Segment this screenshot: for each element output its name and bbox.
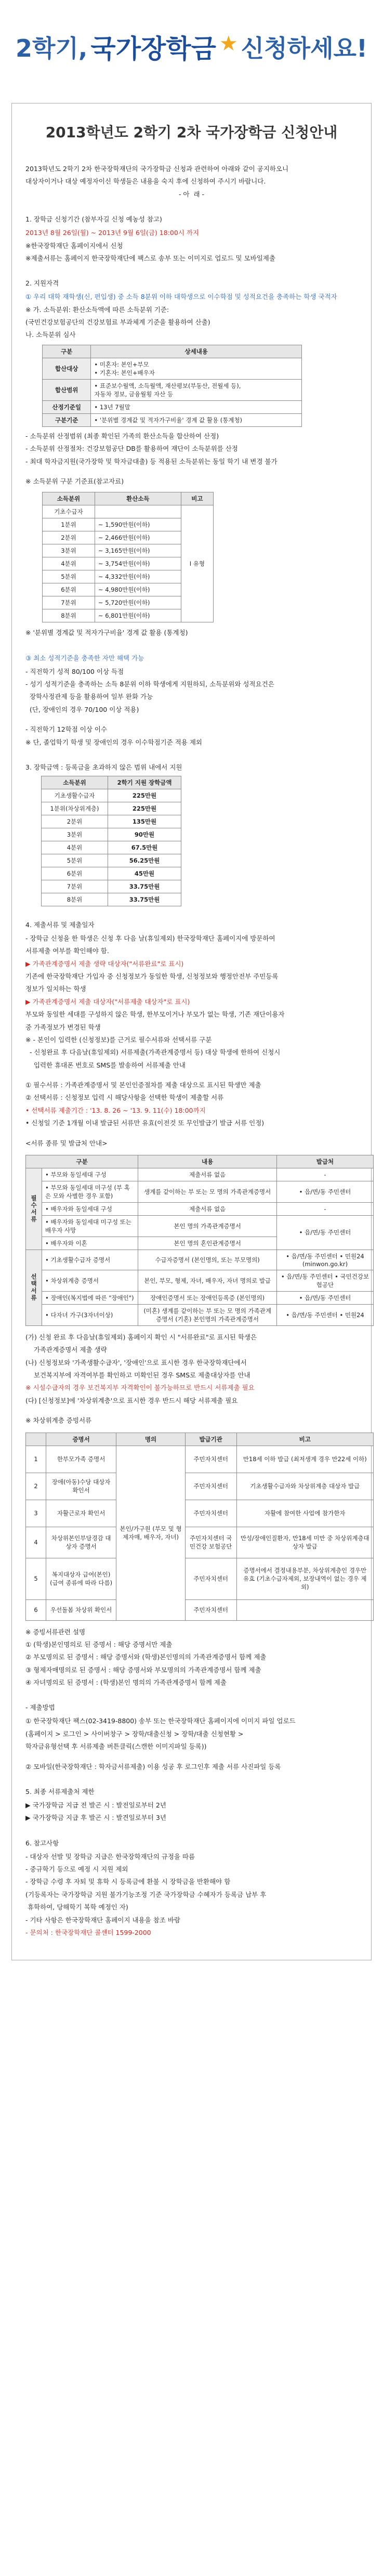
page-title: 2013학년도 2학기 2차 국가장학금 신청안내 (45, 124, 338, 141)
table-row: 2분위 ~ 2,466만원(이하) (43, 531, 214, 544)
table-row: 합산대상 • 미혼자: 본인+부모 • 기혼자: 본인+배우자 (43, 358, 302, 379)
section-heading: 5. 최종 서류제출처 제한 (25, 1787, 95, 1796)
section-heading: 4. 제출서류 및 제출일자 (25, 920, 95, 929)
quals-sub: ※ 가. 소득분위: 환산소득액에 따른 소득분위 기준: (25, 305, 169, 314)
quals-sub: 나. 소득분위 심사 (25, 331, 76, 339)
table-row: 6분위 ~ 4,980만원(이하) (43, 583, 214, 596)
table-row: 4분위 ~ 3,754만원(이하) (43, 557, 214, 570)
table-row: 합산범위 • 표준보수월액, 소득월액, 재산평보(부동산, 전월세 등), 자동차 정보, 금융월횡 자산 등 (43, 379, 302, 400)
calc-note: - 소득분위 산정절차: 건강보험공단 DB를 활용하여 재단이 소득분위를 산정 (25, 445, 238, 453)
table-row: 8분위 33.75만원 (42, 893, 181, 906)
table-row: 5 복지대상자 급여(본인)(급여 종류에 따라 다름) 주민자치센터 증명서에서 결정내용부분, 차상위계층인 경우만 유효 (기초수급자제외, 보장내역이 없는 경우 제외) (26, 1558, 374, 1599)
table-footer: ※ '분위별 경계값 및 적자가구비율' 경계 값 활용 (통계청) (25, 629, 188, 637)
section-heading: 1. 장학금 신청기간 (참부자길 신청 예농성 참고) (25, 215, 162, 224)
table-row: 1 한부모가족 증명서 본인/가구원 (부모 및 형제자매, 배우자, 자녀) 주민자치센터 만18세 이하 발급 (최저생계 경우 만22세 이하) (26, 1446, 374, 1473)
table-row: • 배우자와 동일세대 미구성 또는 배우자 사망 본인 명의 가족관계증명서 • 읍/면/동 주민센터 (26, 1215, 374, 1237)
table-row: 기초수급자 Ⅰ 유형 (43, 505, 214, 518)
poverty-doc-table: 증명서 명의 발급기관 비고 1 한부모가족 증명서 본인/가구원 (부모 및 형제자매, 배우자, 자녀) 주민자치센터 만18세 이하 발급 (최저생계 경우 만22세 이하) 2 장애(아동)수당 대상자 확인서 주민자치센터 기초생활수급자와 차상위계층 대상자 발급 3 자활근로자 확인서 주민자치센터 자활에 참여한 사업에 참가한자 4 차상위본인부담경감 대상자 증명서 주민자치센터 국민건강 보험공단 만성/장애인질환자, 만18세 미만 중 차상위계층대상자 발급 5 복지대상자 급여(본인)(급여 종류에 따라 다름) 주민자치센터 증명서에서 결정내용부분, 차상위계층인 경우만 유효 (기초수급자제외, 보장내역이 없는 경우 제외) 6 우선돌봄 차상위 확인서 주민자치센터 (25, 1433, 374, 1621)
section-heading: 3. 장학금액 : 등록금을 초과하지 않은 범위 내에서 지원 (25, 763, 182, 771)
table-row: 1분위 ~ 1,590만원(이하) (43, 518, 214, 531)
table-row: 4 차상위본인부담경감 대상자 증명서 주민자치센터 국민건강 보험공단 만성/장애인질환자, 만18세 미만 중 차상위계층대상자 발급 (26, 1527, 374, 1558)
table-row: 6분위 45만원 (42, 867, 181, 880)
table-row: • 다자녀 가구(3자녀이상) (미혼) 생계를 같이하는 부 또는 모 명의 가족관계증명서 (기혼) 본인명의 가족관계증명서 • 읍/면/동 주민센터 • 민원24 (26, 1304, 374, 1325)
table-row: • 부모와 동일세대 미구성 (부 혹은 모와 사별한 경우 포함) 생계를 같이하는 부 또는 모 명의 가족관계증명서 • 읍/면/동 주민센터 (26, 1181, 374, 1202)
table-caption: ※ 차상위계층 증빙서류 (25, 1416, 92, 1425)
table-row: 기초생활수급자 225만원 (42, 789, 181, 802)
table-row: • 배우자와 이혼 본인 명의 혼인관계증명서 (26, 1237, 374, 1250)
table-row: 5분위 56.25만원 (42, 854, 181, 867)
table-row: 2 장애(아동)수당 대상자 확인서 주민자치센터 기초생활수급자와 차상위계층 대상자 발급 (26, 1473, 374, 1500)
table-header: 상세내용 (91, 345, 302, 358)
table-row: 1분위(차상위계층) 225만원 (42, 802, 181, 815)
document-type-table: 구분 내용 발급처 필수서류 • 부모와 동일세대 구성 제출서류 없음 - • 부모와 동일세대 미구성 (부 혹은 모와 사별한 경우 포함) 생계를 같이하는 부 또는 모 명의 가족관계증명서 • 읍/면/동 주민센터 • 배우자와 동일세대 구성 제출서류 없음 - • 배우자와 동일세대 미구성 또는 배우자 사망 본인 명의 가족관계증명서 • 읍/면/동 주민센터 • 배우자와 이혼 본인 명의 혼인관계증명서 선택서류 • 기초생활수급자 증명서 수급자증명서 (본인명의, 또는 부모명의) • 읍/면/동 주민센터 • 민원24 (minwon.go.kr) • 차상위계층 증명서 본인, 부모, 형제, 자녀, 배우자, 자녀 명의로 발급 • 읍/면/동 주민센터 • 국민건강보험공단 • 장애인(복지법에 따른 "장애인") 장애인증명서 또는 장애인등록증 (본인명의) • 읍/면/동 주민센터 • 다자녀 가구(3자녀이상) (미혼) 생계를 같이하는 부 또는 모 명의 가족관계증명서 (기혼) 본인명의 가족관계증명서 • 읍/면/동 주민센터 • 민원24 (25, 1155, 374, 1326)
table-row: 7분위 ~ 5,720만원(이하) (43, 596, 214, 609)
contact-line: - 문의처 : 한국장학재단 콜센터 1599-2000 (25, 1928, 151, 1936)
table-row: • 차상위계층 증명서 본인, 부모, 형제, 자녀, 배우자, 자녀 명의로 발급 • 읍/면/동 주민센터 • 국민건강보험공단 (26, 1270, 374, 1291)
table-row: 8분위 ~ 6,801만원(이하) (43, 609, 214, 622)
banner (0, 0, 383, 94)
calc-note: - 최대 학자금지원(국가장학 및 학자금대출) 등 적용된 소득분위는 동일 학기 내 변경 불가 (25, 457, 278, 465)
income-table (42, 345, 302, 427)
period-note: ※제출서류는 홈페이지 한국장학재단에 팩스로 송부 또는 이미지로 업로드 및 모바일제출 (25, 254, 275, 262)
period-date: 2013년 8월 26일(월) ~ 2013년 9월 6일(금) 18:00시 까지 (25, 229, 200, 237)
table-row: 3 자활근로자 확인서 주민자치센터 자활에 참여한 사업에 참가한자 (26, 1500, 374, 1527)
table-row: 7분위 33.75만원 (42, 880, 181, 893)
amount-table: 소득분위 2학기 지원 장학금액 기초생활수급자 225만원 1분위(차상위계층) 225만원 2분위 135만원 3분위 90만원 4분위 67.5만원 5분위 56.25만원 6분위 45만원 7분위 33.75만원 8분위 33.75만원 (41, 776, 181, 906)
table-row: 선택서류 • 기초생활수급자 증명서 수급자증명서 (본인명의, 또는 부모명의) • 읍/면/동 주민센터 • 민원24 (minwon.go.kr) (26, 1250, 374, 1270)
income-bracket-table: 소득분위 환산소득 비고 기초수급자 Ⅰ 유형 1분위 ~ 1,590만원(이하) 2분위 ~ 2,466만원(이하) 3분위 ~ 3,165만원(이하) 4분위 ~ 3,754만원(이하) 5분위 ~ 4,332만원(이하) 6분위 ~ 4,980만원(이하) 7분위 ~ 5,720만원(이하) 8분위 ~ 6,801만원(이하) (42, 492, 214, 622)
intro-line: 2013학년도 2학기 2차 한국장학재단의 국가장학금 신청과 관련하여 아래와 같이 공지하오니 (25, 165, 289, 173)
section-heading: ③ 최소 성적기준을 충족한 자만 해택 가능 (25, 654, 144, 662)
table-row: • 장애인(복지법에 따른 "장애인") 장애인증명서 또는 장애인등록증 (본인명의) • 읍/면/동 주민센터 (26, 1291, 374, 1304)
table-row: 필수서류 • 부모와 동일세대 구성 제출서류 없음 - (26, 1168, 374, 1181)
below-marker: - 아 래 - (178, 190, 205, 198)
intro-line: 대상자이거나 대상 예정자이신 학생들은 내용을 숙지 후에 신청하여 주시기 바랍니다. (25, 177, 266, 186)
section-heading: - 제출방법 (25, 1703, 55, 1712)
section-heading: 2. 지원자격 (25, 279, 59, 288)
table-caption: ※ 소득분위 구분 기준표(참고자료) (25, 477, 124, 485)
quals-sub: ① 우리 대학 재학생(신, 편입생) 중 소득 8분위 이하 대학생으로 이수학점 및 성적요건을 충족하는 학생 국적자 (25, 293, 337, 301)
table-row: 4분위 67.5만원 (42, 841, 181, 854)
quals-sub: (국민건강보험공단의 건강보험료 부과체계 기준을 활용하여 산출) (25, 318, 210, 326)
period-note: ※한국장학재단 홈페이지에서 신청 (25, 241, 123, 250)
banner-suffix: 신청하세요! (241, 34, 367, 62)
banner-prefix: 2학기, (16, 34, 88, 62)
section-heading: 6. 참고사항 (25, 1839, 59, 1847)
table-row: 5분위 ~ 4,332만원(이하) (43, 570, 214, 583)
table-row: 산정기준일 • 13년 7월말 (43, 400, 302, 413)
table-row: 2분위 135만원 (42, 815, 181, 828)
table-row: 3분위 ~ 3,165만원(이하) (43, 544, 214, 557)
notice-body: 2013학년도 2학기 2차 국가장학금 신청안내 2013학년도 2학기 2차 한국장학재단의 국가장학금 신청과 관련하여 아래와 같이 공지하오니 대상자이거나 대상 예정자이신 학생들은 내용을 숙지 후에 신청하여 주시기 바랍니다. - 아 래 - 1. 장학금 신청기간 (참부자길 신청 예농성 참고) 2013년 8월 26일(월) ~ 2013년 9월 6일(금) 18:00시 까지 ※한국장학재단 홈페이지에서 신청 ※제출서류는 홈페이지 한국장학재단에 팩스로 송부 또는 이미지로 업로드 및 모바일제출 2. 지원자격 ① 우리 대학 재학생(신, 편입생) 중 소득 8분위 이하 대학생으로 이수학점 및 성적요건을 충족하는 학생 국적자 ※ 가. 소득분위: 환산소득액에 따른 소득분위 기준: (국민건강보험공단의 건강보험료 부과체계 기준을 활용하여 산출) 나. 소득분위 심사 구분 상세내용 합산대상 • 미혼자: 본인+부모 • 기혼자: 본인+배우자 합산범위 • 표준보수월액, 소득월액, 재산평보(부동산, 전월세 등), 자동차 정보, 금융월횡 자산 등 산정기준일 • 13년 7월말 구분기준 • '분위별 경계값 및 적자가구비율' 경계 값 활용 (통계청) - 소득분위 산정범위 (최종 확인된 가족의 환산소득을 합산하여 산정) - 소득분위 산정절차: 건강보험공단 DB를 활용하여 재단이 소득분위를 산정 - 최대 학자금지원(국가장학 및 학자금대출) 등 적용된 소득분위는 동일 학기 내 변경 불가 ※ 소득분위 구분 기준표(참고자료) 소득분위 환산소득 비고 기초수급자 Ⅰ 유형 1분위 ~ 1,590만원(이하) 2분위 ~ 2,466만원(이하) 3분위 ~ 3,165만원(이하) 4분위 ~ 3,754만원(이하) 5분위 ~ 4,332만원(이하) 6분위 ~ 4,980만원(이하) 7분위 ~ 5,720만원(이하) 8분위 ~ 6,801만원(이하) ※ '분위별 경계값 및 적자가구비율' 경계 값 활용 (통계청) ③ 최소 성적기준을 충족한 자만 해택 가능 - 직전학기 성적 80/100 이상 득점 - 성기 성적기준을 충족하는 소득 8분위 이하 학생에게 지원하되, 소득분위와 성적요건은 장학사정관제 등을 활용하여 일부 완화 가능 (단, 장애인의 경우 70/100 이상 적용) - 직전학기 12학점 이상 이수 ※ 단, 졸업학기 학생 및 장애인의 경우 이수학점기준 적용 제외 3. 장학금액 : 등록금을 초과하지 않은 범위 내에서 지원 소득분위 2학기 지원 장학금액 기초생활수급자 225만원 1분위(차상위계층) 225만원 2분위 135만원 3분위 90만원 4분위 67.5만원 5분위 56.25만원 6분위 45만원 7분위 33.75만원 8분위 33.75만원 4. 제출서류 및 제출일자 - 장학금 신청을 한 학생은 신청 후 다음 날(휴일제외) 한국장학재단 홈페이지에 방문하여 서류제출 여부를 확인해야 함. ▶ 가족관계증명서 제출 생략 대상자("서류완료"로 표시) 기존에 한국장학재단 가입자 중 신청정보가 동일한 학생, 신청정보와 행정안전부 주민등록 정보가 일치하는 학생 ▶ 가족관계증명서 제출 대상자("서류제출 대상자"로 표시) 부모와 동일한 세대를 구성하지 않은 학생, 한부모이거나 부모가 없는 학생, 기존 재단이용자 중 가족정보가 변경된 학생 ※ - 본인이 입력한 (신청정보)를 근거로 필수서류와 선택서류 구분 - 신청완료 후 다음날(휴일제외) 서류제출(가족관계증명서 등) 대상 학생에 한하여 신청시 입력한 휴대폰 번호로 SMS를 발송하여 서류제출 안내 ① 필수서류 : 가족관계증명서 및 본인인증절차를 제출 대상으로 표시된 학생만 제출 ② 선택서류 : 신청정보 입력 시 해당사항을 선택한 학생이 제출할 서류 • 선택서류 제출기간 : '13. 8. 26 ~ '13. 9. 11(수) 18:00까지 • 신청일 기준 1개월 이내 발급된 서류만 유효(이전것 또 무인발급기 발급 서류 인정) <서류 종류 및 발급처 안내> 구분 내용 발급처 필수서류 • 부모와 동일세대 구성 제출서류 없음 - • 부모와 동일세대 미구성 (부 혹은 모와 사별한 경우 포함) 생계를 같이하는 부 또는 모 명의 가족관계증명서 • 읍/면/동 주민센터 • 배우자와 동일세대 구성 제출서류 없음 - • 배우자와 동일세대 미구성 또는 배우자 사망 본인 명의 가족관계증명서 • 읍/면/동 주민센터 • 배우자와 이혼 본인 명의 혼인관계증명서 선택서류 • 기초생활수급자 증명서 수급자증명서 (본인명의, 또는 부모명의) • 읍/면/동 주민센터 • 민원24 (minwon.go.kr) • 차상위계층 증명서 본인, 부모, 형제, 자녀, 배우자, 자녀 명의로 발급 • 읍/면/동 주민센터 • 국민건강보험공단 • 장애인(복지법에 따른 "장애인") 장애인증명서 또는 장애인등록증 (본인명의) • 읍/면/동 주민센터 • 다자녀 가구(3자녀이상) (미혼) 생계를 같이하는 부 또는 모 명의 가족관계증명서 (기혼) 본인명의 가족관계증명서 • 읍/면/동 주민센터 • 민원24 (가) 신청 완료 후 다음날(휴일제외) 홈페이지 확인 시 "서류완료"로 표시된 학생은 가족관계증명서 제출 생략 (나) 신청정보와 '가족생활수급자', '장애인'으로 표시한 경우 한국장학재단에서 보건복지부에 자격여부를 확인하고 미확인된 경우 SMS로 제출대상자를 안내 ※ 시설수급자의 경우 보건복지부 자격확인이 불가능하므로 반드시 서류제출 필요 (다) [신청정보]에 '차상위계층'으로 표시한 경우 반드시 해당 서류제출 필요 ※ 차상위계층 증빙서류 증명서 명의 발급기관 비고 1 한부모가족 증명서 본인/가구원 (부모 및 형제자매, 배우자, 자녀) 주민자치센터 만18세 이하 발급 (최저생계 경우 만22세 이하) 2 장애(아동)수당 대상자 확인서 주민자치센터 기초생활수급자와 차상위계층 대상자 발급 3 자활근로자 확인서 주민자치센터 자활에 참여한 사업에 참가한자 4 차상위본인부담경감 대상자 증명서 주민자치센터 국민건강 보험공단 만성/장애인질환자, 만18세 미만 중 차상위계층대상자 발급 5 복지대상자 급여(본인)(급여 종류에 따라 다름) 주민자치센터 증명서에서 결정내용부분, 차상위계층인 경우만 유효 (기초수급자제외, 보장내역이 없는 경우 제외) 6 우선돌봄 차상위 확인서 주민자치센터 ※ 증빙서류관련 설명 ① (학생)본인명의로 된 증명서 : 해당 증명서만 제출 ② 부모명의로 된 증명서 : 해당 증명서와 (학생)본인명의의 가족관계증명서 함께 제출 ③ 형제자매명의로 된 증명서 : 해당 증명서와 부모명의의 가족관계증명서 함께 제출 ④ 자녀명의로 된 증명서 : (학생)본인 명의의 가족관계증명서 함께 제출 - 제출방법 ① 한국장학재단 팩스(02-3419-8800) 송부 또는 한국장학재단 홈페이지에 이미지 파일 업로드 (홈페이지 > 로그인 > 사이버창구 > 장학/대출신청 > 장학/대출 신청현황 > 학자금유형선택 후 서류제출 버튼클릭(스캔한 이미지파일 등록)) ② 모바일(한국장학재단 : 학자금서류제출) 이용 성공 후 로그인후 제출 서류 사진파일 등록 5. 최종 서류제출처 제한 ▶ 국가장학금 지급 전 발곤 시 : 발전일로부터 2년 ▶ 국가장학금 지급 후 발곤 시 : 발견일로부터 3년 6. 참고사항 - 대상자 선발 및 장학금 지급은 한국장학재단의 규정을 따름 - 중규학기 등으로 예정 시 지원 제외 - 장학금 수령 후 자퇴 및 휴학 시 등록금에 환불 시 장학금을 반환해야 함 (기등록자는 국가장학금 지원 불가기능조정 기준 국가장학금 수혜자가 등록금 납부 후 휴학하여, 당해학기 복학 예정인 자) - 기타 사항은 한국장학재단 홈페이지 내용을 참조 바람 - 문의처 : 한국장학재단 콜센터 1599-2000 (11, 103, 372, 1960)
star-icon: ★ (219, 32, 238, 56)
table-row: • 배우자와 동일세대 구성 제출서류 없음 - (26, 1202, 374, 1215)
banner-accent: 국가장학금 (90, 34, 216, 64)
table-row: 6 우선돌봄 차상위 확인서 주민자치센터 (26, 1599, 374, 1620)
table-caption: <서류 종류 및 발급처 안내> (25, 1139, 108, 1147)
table-row: 구분기준 • '분위별 경계값 및 적자가구비율' 경계 값 활용 (통계청) (43, 413, 302, 426)
table-row: 3분위 90만원 (42, 828, 181, 841)
table-header: 구분 (43, 345, 91, 358)
calc-note: - 소득분위 산정범위 (최종 확인된 가족의 환산소득을 합산하여 산정) (25, 432, 219, 440)
banner-text (16, 28, 367, 66)
